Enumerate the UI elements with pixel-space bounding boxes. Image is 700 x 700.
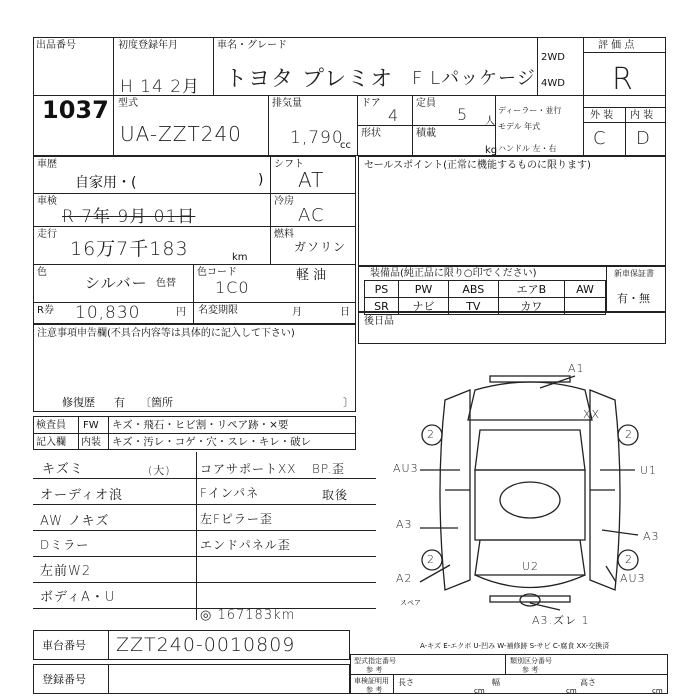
shift-value: AT bbox=[298, 168, 325, 192]
color-change-label: 色替 bbox=[156, 278, 176, 289]
capacity-label: 定員 bbox=[416, 98, 436, 109]
recycle-label: R券 bbox=[37, 305, 54, 316]
entry-label: 記入欄 bbox=[36, 437, 66, 448]
interior-items: キズ・汚レ・コゲ・穴・スレ・キレ・破レ bbox=[112, 436, 312, 448]
first-reg-label: 初度登録年月 bbox=[118, 40, 178, 51]
note-right2-1: BP.歪 bbox=[312, 462, 346, 476]
eval-value: R bbox=[612, 62, 634, 97]
caution-label: 注意事項申告欄(不具合内容等は具体的に記入して下さい) bbox=[37, 328, 295, 339]
mark-2-right: 2 bbox=[625, 428, 633, 441]
interior-prefix: 内装 bbox=[81, 437, 101, 448]
ref-label-3: 参 考 bbox=[366, 686, 383, 694]
vehicle-cert-label: 車検証明用 bbox=[354, 677, 389, 685]
odometer-note: ◎ 167183km bbox=[200, 608, 296, 623]
sales-point-label: セールスポイント(正常に機能するものに限ります) bbox=[364, 160, 591, 171]
height-label: 高さ bbox=[580, 678, 596, 687]
mark-2-br: 2 bbox=[625, 553, 633, 566]
equip-aw: AW bbox=[565, 281, 606, 298]
displacement-label: 排気量 bbox=[272, 98, 302, 109]
reg-label: 登録番号 bbox=[42, 673, 86, 686]
inspection-label: 車検 bbox=[37, 196, 57, 207]
equip-navi: ナビ bbox=[398, 298, 448, 315]
rear-seat-label: 後日品 bbox=[364, 316, 394, 327]
note-left-4: Dミラー bbox=[40, 538, 90, 552]
shape-label: 形状 bbox=[361, 128, 381, 139]
height-cm: cm bbox=[652, 687, 663, 695]
class-cert-label: 類別区分番号 bbox=[510, 657, 552, 665]
mark-a1: A1 bbox=[568, 362, 585, 375]
history-close: ) bbox=[258, 172, 264, 188]
note-left-3: AW ノキズ bbox=[40, 514, 110, 529]
fw-prefix: FW bbox=[83, 420, 99, 431]
mark-au3-right: AU3 bbox=[620, 572, 646, 585]
shift-label: シフト bbox=[274, 159, 304, 170]
mileage-label: 走行 bbox=[37, 229, 57, 240]
doors-value: 4 bbox=[388, 106, 400, 125]
int-value: D bbox=[636, 128, 651, 149]
inspector-label: 検査員 bbox=[36, 420, 66, 431]
mark-2-left: 2 bbox=[427, 428, 435, 441]
model-year-label: モデル 年式 bbox=[498, 122, 541, 131]
model-label: 車名・グレード bbox=[217, 40, 287, 51]
chassis-label: 車台番号 bbox=[42, 639, 86, 652]
length-cm: cm bbox=[474, 687, 485, 695]
note-right-1: コアサポートXX bbox=[200, 462, 297, 476]
color-label: 色 bbox=[37, 267, 47, 278]
mark-au3-left: AU3 bbox=[393, 462, 419, 475]
mark-a3-bottom: A3.ズレ 1 bbox=[532, 614, 590, 627]
day-label: 日 bbox=[340, 307, 350, 318]
mileage-unit: km bbox=[232, 252, 248, 263]
model-cert-label: 型式指定番号 bbox=[354, 657, 396, 665]
length-label: 長さ bbox=[398, 678, 414, 687]
mark-2-bl: 2 bbox=[427, 553, 435, 566]
note-right2-2: 取後 bbox=[322, 488, 349, 502]
load-unit: kg bbox=[485, 145, 498, 156]
first-reg-value: H 14 2月 bbox=[120, 77, 201, 97]
mark-u2: U2 bbox=[522, 560, 540, 573]
drive-2wd-label: 2WD bbox=[541, 52, 565, 63]
color-code-value: 1C0 bbox=[215, 278, 250, 297]
note-left-1: キズミ bbox=[42, 462, 84, 477]
repair-label: 修復歴 bbox=[62, 396, 95, 409]
load-label: 積載 bbox=[416, 128, 436, 139]
equip-airbag: エアB bbox=[498, 281, 564, 298]
note-left-5: 左前W2 bbox=[40, 564, 92, 579]
color-value: シルバー bbox=[85, 274, 148, 292]
dealer-label: ディーラー・並行 bbox=[498, 106, 562, 115]
ext-label: 外 装 bbox=[590, 110, 614, 121]
lot-label: 出品番号 bbox=[36, 40, 76, 51]
note-left-sub: (大) bbox=[148, 464, 171, 477]
equip-pw: PW bbox=[398, 281, 448, 298]
capacity-unit: 人 bbox=[485, 116, 495, 127]
equip-abs: ABS bbox=[448, 281, 498, 298]
displacement-value: 1,790 bbox=[290, 128, 344, 148]
equip-ps: PS bbox=[365, 281, 399, 298]
type-value: UA-ZZT240 bbox=[120, 122, 242, 146]
fuel-diesel: 軽 油 bbox=[296, 268, 327, 283]
rear-items-frame bbox=[358, 312, 666, 344]
repair-value: 有 bbox=[114, 396, 125, 409]
fuel-label: 燃料 bbox=[274, 229, 294, 240]
equip-leather: カワ bbox=[498, 298, 564, 315]
note-right-2: Fインパネ bbox=[200, 486, 260, 500]
width-label: 幅 bbox=[492, 678, 500, 687]
eval-label: 評 価 点 bbox=[598, 40, 635, 51]
name-change-label: 名変期限 bbox=[198, 305, 238, 316]
mark-a2: A2 bbox=[396, 572, 413, 585]
color-code-label: 色コード bbox=[197, 267, 237, 278]
mark-xx: XX bbox=[583, 408, 601, 421]
fuel-gas: ガソリン bbox=[294, 240, 347, 254]
lot-number: 1037 bbox=[42, 96, 109, 124]
mileage-value: 16万7千183 bbox=[70, 238, 189, 260]
grade-value: F Lパッケージ bbox=[412, 68, 536, 89]
note-right-4: エンドパネル歪 bbox=[200, 538, 291, 552]
inspection-value: R 7年 9月 01日 bbox=[62, 207, 196, 227]
type-label: 型式 bbox=[118, 98, 138, 109]
sales-frame bbox=[358, 156, 666, 266]
mark-u1: U1 bbox=[640, 464, 658, 477]
recycle-unit: 円 bbox=[176, 307, 186, 318]
doors-label: ドア bbox=[361, 98, 381, 109]
chassis-value: ZZT240-0010809 bbox=[116, 634, 296, 656]
history-value: 自家用・( bbox=[75, 175, 137, 191]
ac-label: 冷房 bbox=[274, 196, 294, 207]
fw-items: キズ・飛石・ヒビ割・リペア跡・×要 bbox=[112, 419, 289, 431]
new-cert-value: 有・無 bbox=[617, 292, 650, 305]
note-left-2: オーディオ浪 bbox=[40, 488, 123, 503]
mark-a3-right: A3 bbox=[643, 530, 660, 543]
mark-a3-left: A3 bbox=[396, 518, 413, 531]
width-cm: cm bbox=[566, 687, 577, 695]
equipment-grid bbox=[364, 280, 606, 315]
equip-tv: TV bbox=[448, 298, 498, 315]
new-cert-label: 新車保証書 bbox=[614, 269, 654, 278]
drive-4wd-label: 4WD bbox=[541, 78, 565, 89]
ref-label-1: 参 考 bbox=[366, 666, 383, 674]
displacement-unit: cc bbox=[340, 140, 351, 151]
handle-label: ハンドル 左・右 bbox=[498, 144, 557, 153]
ext-value: C bbox=[593, 128, 607, 149]
note-right-3: 左Fピラー歪 bbox=[200, 512, 273, 526]
history-label: 車歴 bbox=[37, 159, 57, 170]
int-label: 内 装 bbox=[630, 110, 654, 121]
spare-label: スペア bbox=[400, 599, 421, 607]
note-left-6: ボディA・U bbox=[40, 590, 116, 605]
month-label: 月 bbox=[292, 307, 302, 318]
capacity-value: 5 bbox=[457, 105, 469, 124]
repair-place: 〔箇所 bbox=[140, 396, 173, 409]
model-value: トヨタ プレミオ bbox=[225, 67, 394, 92]
damage-legend: A-キズ E-エクボ U-凹み W-補修跡 S-サビ C-腐食 XX-交換済 bbox=[420, 642, 610, 650]
ac-value: AC bbox=[298, 205, 325, 226]
recycle-value: 10,830 bbox=[75, 303, 141, 323]
ref-label-2: 参 考 bbox=[522, 666, 539, 674]
equip-sr: SR bbox=[365, 298, 399, 315]
equipment-label: 装備品(純正品に限り○印でください) bbox=[370, 268, 537, 279]
